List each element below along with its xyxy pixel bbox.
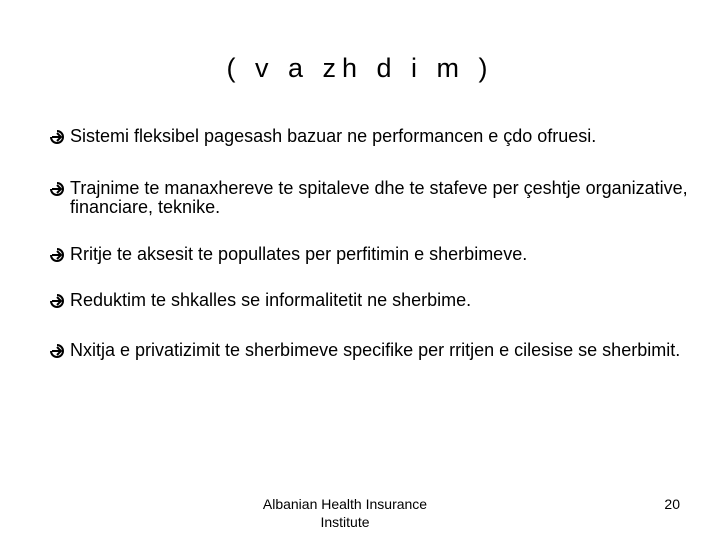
bullet-item bbox=[48, 245, 698, 264]
curved-arrow-right-icon bbox=[48, 292, 66, 310]
curved-arrow-right-icon bbox=[48, 342, 66, 360]
curved-arrow-right-icon bbox=[48, 128, 66, 146]
bullet-text: Nxitja e privatizimit te sherbimeve specifike per rritjen e cilesise se sherbimit. bbox=[70, 340, 681, 360]
curved-arrow-right-icon bbox=[48, 180, 66, 198]
page-number: 20 bbox=[664, 496, 680, 512]
bullet-text: Reduktim te shkalles se informalitetit ne sherbime. bbox=[70, 290, 472, 310]
bullet-text: Sistemi fleksibel pagesash bazuar ne performancen e çdo ofruesi. bbox=[70, 126, 597, 146]
bullet-item bbox=[48, 179, 698, 217]
bullet-item bbox=[48, 127, 698, 146]
bullet-text: Trajnime te manaxhereve te spitaleve dhe te stafeve per çeshtje organizative, financiare, teknike. bbox=[70, 178, 688, 217]
footer-source: Albanian Health Insurance Institute bbox=[262, 496, 428, 530]
curved-arrow-right-icon bbox=[48, 246, 66, 264]
bullet-text: Rritje te aksesit te popullates per perfitimin e sherbimeve. bbox=[70, 244, 528, 264]
bullet-item bbox=[48, 291, 698, 310]
bullet-item bbox=[48, 341, 698, 360]
slide-title: ( v a zh d i m ) bbox=[226, 53, 494, 83]
